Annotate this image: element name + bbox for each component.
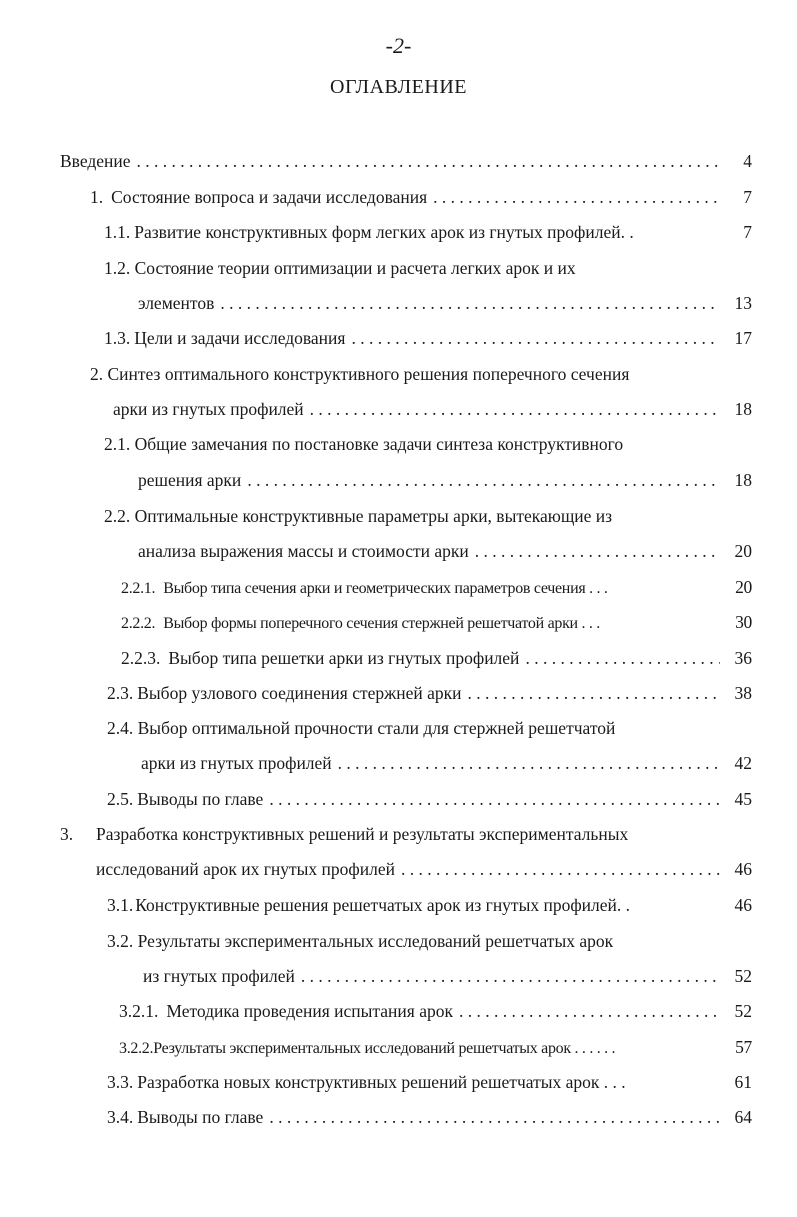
toc-entry-text: Выводы по главе xyxy=(137,789,264,809)
toc-entry-text: Выбор типа решетки арки из гнутых профилей xyxy=(168,648,520,668)
toc-entry-section-2-1 xyxy=(138,467,752,493)
toc-entry-number: 2.3. xyxy=(107,683,134,703)
toc-entry-section-1-1 xyxy=(104,219,752,245)
toc-entry-number: 1. xyxy=(90,187,104,207)
toc-entry-chapter-2 xyxy=(113,396,752,422)
dot-leader xyxy=(269,786,720,812)
dot-leader xyxy=(467,680,720,706)
toc-entry-text: Результаты экспериментальных исследований решетчатых арок . . . . . . xyxy=(153,1040,616,1057)
toc-page-number: 13 xyxy=(734,293,752,313)
dot-leader xyxy=(433,184,720,210)
toc-entry-chapter-1 xyxy=(90,184,752,210)
toc-entry-number: 2.2.3. xyxy=(121,648,161,668)
toc-entry-text-continued: арки из гнутых профилей xyxy=(113,399,304,419)
toc-entry-section-3-2 xyxy=(143,963,752,989)
toc-page-number: 36 xyxy=(734,648,752,668)
toc-entry-number: 3.2.2. xyxy=(119,1040,154,1057)
toc-entry-text: Методика проведения испытания арок xyxy=(166,1001,453,1021)
dot-leader xyxy=(338,750,720,776)
toc-page-number: 18 xyxy=(734,470,752,490)
toc-entry-section-2-5 xyxy=(107,786,752,812)
toc-entry-text: Результаты экспериментальных исследований решетчатых арок xyxy=(137,931,614,951)
toc-entry-number: 2.2. xyxy=(104,506,131,526)
toc-page-number: 61 xyxy=(734,1072,752,1092)
toc-page-number: 7 xyxy=(743,187,752,207)
toc-page-number: 17 xyxy=(734,328,752,348)
toc-entry-number: 2.5. xyxy=(107,789,134,809)
dot-leader xyxy=(459,998,720,1024)
toc-page-number: 46 xyxy=(734,895,752,915)
toc-entry-subsection-2-2-2 xyxy=(121,609,752,635)
toc-entry-number: 2.1. xyxy=(104,434,131,454)
toc-entry-number: 3. xyxy=(60,824,74,844)
dot-leader xyxy=(247,467,720,493)
toc-entry-text-continued: решения арки xyxy=(138,470,242,490)
toc-entry-text: Выбор оптимальной прочности стали для стержней решетчатой xyxy=(137,718,616,738)
toc-entry-chapter-2-line1 xyxy=(90,361,629,387)
toc-entry-text: Оптимальные конструктивные параметры арки, вытекающие из xyxy=(134,506,613,526)
toc-entry-text: Синтез оптимального конструктивного решения поперечного сечения xyxy=(107,364,630,384)
toc-entry-text-continued: анализа выражения массы и стоимости арки xyxy=(138,541,469,561)
toc-page-number: 20 xyxy=(734,541,752,561)
toc-entry-text: Состояние теории оптимизации и расчета легких арок и их xyxy=(134,258,576,278)
toc-page-number: 4 xyxy=(743,151,752,171)
dot-leader xyxy=(269,1104,720,1130)
dot-leader xyxy=(475,538,720,564)
toc-entry-text: Разработка новых конструктивных решений решетчатых арок . . . xyxy=(137,1072,626,1092)
toc-entry-text: Выводы по главе xyxy=(137,1107,264,1127)
toc-page-number: 7 xyxy=(743,222,752,242)
dot-leader xyxy=(220,290,720,316)
toc-page-number: 38 xyxy=(734,683,752,703)
toc-entry-number: 1.3. xyxy=(104,328,131,348)
toc-entry-number: 3.4. xyxy=(107,1107,134,1127)
toc-entry-text-continued: элементов xyxy=(138,293,215,313)
dot-leader xyxy=(401,856,720,882)
toc-page-number: 57 xyxy=(735,1037,752,1057)
toc-entry-text: Выбор типа сечения арки и геометрических параметров сечения . . . xyxy=(163,580,608,597)
toc-entry-number: 2. xyxy=(90,364,104,384)
page-title: ОГЛАВЛЕНИЕ xyxy=(330,76,467,98)
toc-entry-section-3-3 xyxy=(107,1069,752,1095)
page-number: -2- xyxy=(385,33,412,58)
toc-entry-subsection-2-2-3 xyxy=(121,645,752,671)
toc-page-number: 20 xyxy=(735,577,752,597)
toc-entry-text: Конструктивные решения решетчатых арок из гнутых профилей. . xyxy=(135,895,631,915)
toc-entry-text: Развитие конструктивных форм легких арок из гнутых профилей. . xyxy=(134,222,634,242)
toc-entry-subsection-3-2-2 xyxy=(119,1034,752,1060)
toc-entry-section-1-3 xyxy=(104,325,752,351)
toc-entry-section-2-3 xyxy=(107,680,752,706)
toc-entry-subsection-3-2-1 xyxy=(119,998,752,1024)
toc-entry-subsection-2-2-1 xyxy=(121,574,752,600)
toc-entry-text-continued: арки из гнутых профилей xyxy=(141,753,332,773)
toc-entry-section-3-2-line1 xyxy=(107,928,613,954)
toc-entry-text: Разработка конструктивных решений и результаты экспериментальных xyxy=(96,824,629,844)
toc-entry-section-2-1-line1 xyxy=(104,431,623,457)
dot-leader xyxy=(310,396,720,422)
toc-entry-section-2-2 xyxy=(138,538,752,564)
toc-entry-text-continued: исследований арок их гнутых профилей xyxy=(96,859,395,879)
toc-page-number: 42 xyxy=(734,753,752,773)
toc-entry-text: Общие замечания по постановке задачи синтеза конструктивного xyxy=(134,434,624,454)
toc-entry-number: 2.4. xyxy=(107,718,134,738)
toc-entry-chapter-3-line1 xyxy=(60,821,628,847)
toc-page-number: 45 xyxy=(734,789,752,809)
toc-entry-number: 2.2.2. xyxy=(121,615,156,632)
toc-entry-number: 2.2.1. xyxy=(121,580,156,597)
toc-entry-text: Состояние вопроса и задачи исследования xyxy=(111,187,428,207)
toc-entry-text: Введение xyxy=(60,151,131,171)
dot-leader xyxy=(301,963,720,989)
toc-entry-intro xyxy=(60,148,752,174)
toc-page-number: 52 xyxy=(734,966,752,986)
toc-entry-number: 3.2.1. xyxy=(119,1001,159,1021)
toc-entry-text-continued: из гнутых профилей xyxy=(143,966,295,986)
toc-entry-section-1-2 xyxy=(138,290,752,316)
toc-page-number: 64 xyxy=(734,1107,752,1127)
toc-entry-section-2-4-line1 xyxy=(107,715,615,741)
toc-entry-number: 3.1. xyxy=(107,895,134,915)
toc-entry-number: 1.1. xyxy=(104,222,131,242)
toc-entry-chapter-3 xyxy=(96,856,752,882)
toc-entry-section-3-4 xyxy=(107,1104,752,1130)
toc-entry-section-3-1 xyxy=(107,892,752,918)
toc-entry-section-2-2-line1 xyxy=(104,503,612,529)
toc-entry-text: Выбор узлового соединения стержней арки xyxy=(137,683,462,703)
toc-entry-text: Цели и задачи исследования xyxy=(134,328,346,348)
toc-entry-section-1-2-line1 xyxy=(104,255,576,281)
toc-entry-section-2-4 xyxy=(141,750,752,776)
toc-page-number: 30 xyxy=(735,612,752,632)
toc-page-number: 18 xyxy=(734,399,752,419)
toc-entry-number: 1.2. xyxy=(104,258,131,278)
dot-leader xyxy=(351,325,720,351)
toc-page-number: 46 xyxy=(734,859,752,879)
dot-leader xyxy=(525,645,720,671)
toc-entry-number: 3.3. xyxy=(107,1072,134,1092)
toc-entry-text: Выбор формы поперечного сечения стержней решетчатой арки . . . xyxy=(163,615,601,632)
toc-entry-number: 3.2. xyxy=(107,931,134,951)
dot-leader xyxy=(137,148,720,174)
toc-page-number: 52 xyxy=(734,1001,752,1021)
